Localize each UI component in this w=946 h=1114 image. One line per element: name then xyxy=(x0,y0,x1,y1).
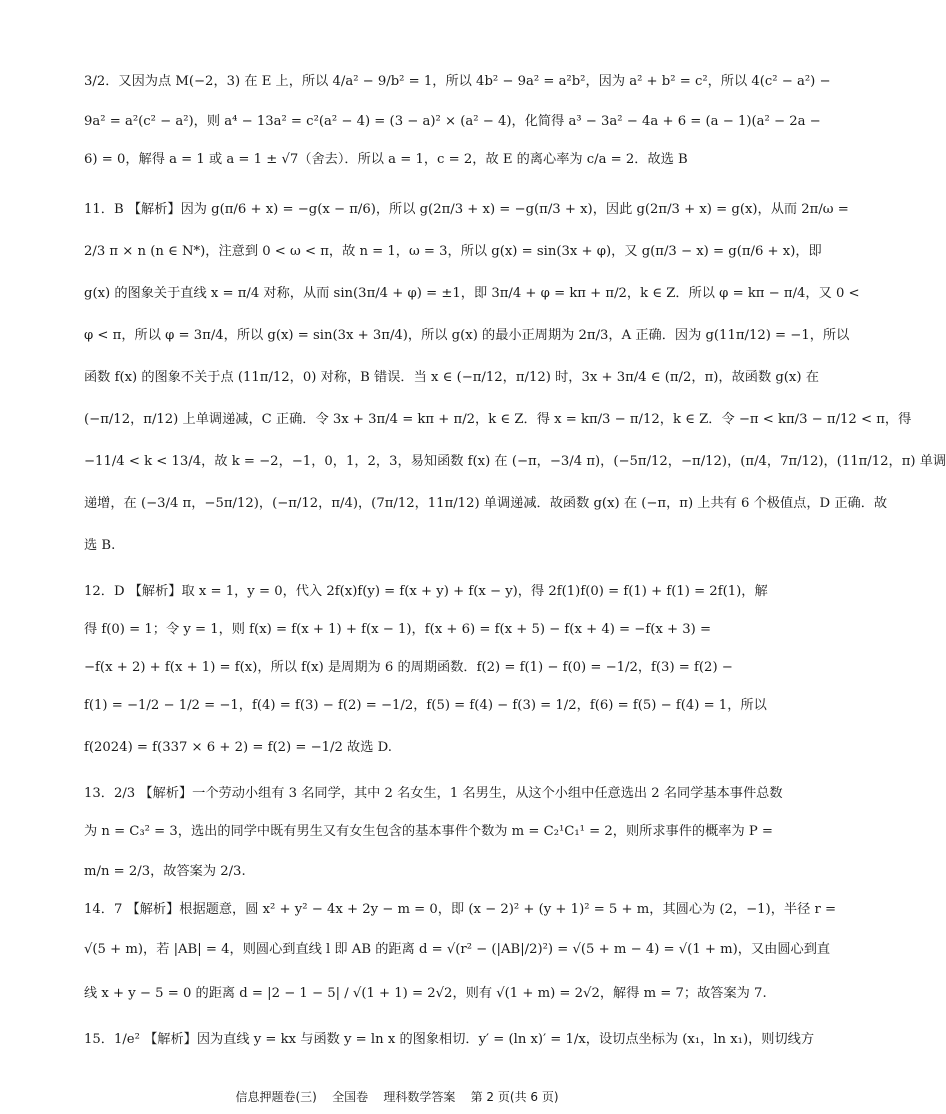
solution-line-p11-8: 递增，在 (−3/4 π，−5π/12)，(−π/12，π/4)，(7π/12，11π/12) 单调递减．故函数 g(x) 在 (−π，π) 上共有 6 个极值点，D 正确．故 xyxy=(84,496,888,511)
solution-line-p11-5: 函数 f(x) 的图象不关于点 (11π/12，0) 对称，B 错误．当 x ∈ (−π/12，π/12) 时，3x + 3π/4 ∈ (π/2，π)，故函数 g(x) 在 xyxy=(84,370,819,385)
solution-line-p12-4: f(1) = −1/2 − 1/2 = −1，f(4) = f(3) − f(2) = −1/2，f(5) = f(4) − f(3) = 1/2，f(6) = f(5) − f(4) = 1，所以 xyxy=(84,698,767,713)
page-footer: 信息押题卷(三) 全国卷 理科数学答案 第 2 页(共 6 页) xyxy=(235,1090,559,1104)
solution-line-p11-3: g(x) 的图象关于直线 x = π/4 对称，从而 sin(3π/4 + φ) = ±1，即 3π/4 + φ = kπ + π/2，k ∈ Z．所以 φ = kπ − π/4，又 0 < xyxy=(84,286,860,301)
solution-line-p11-7: −11/4 < k < 13/4，故 k = −2，−1，0，1，2，3，易知函数 f(x) 在 (−π，−3/4 π)，(−5π/12，−π/12)，(π/4，7π/12)，(11π/12，π) 单调 xyxy=(84,454,946,469)
solution-line-p12-1: 12．D 【解析】取 x = 1，y = 0，代入 2f(x)f(y) = f(x + y) + f(x − y)，得 2f(1)f(0) = f(1) + f(1) = 2f(1)，解 xyxy=(84,584,768,599)
solution-line-p12-2: 得 f(0) = 1；令 y = 1，则 f(x) = f(x + 1) + f(x − 1)，f(x + 6) = f(x + 5) − f(x + 4) = −f(x + 3) = xyxy=(84,622,712,637)
solution-line-p11-4: φ < π，所以 φ = 3π/4，所以 g(x) = sin(3x + 3π/4)，所以 g(x) 的最小正周期为 2π/3，A 正确．因为 g(11π/12) = −1，所以 xyxy=(84,328,850,343)
solution-line-p13-3: m/n = 2/3，故答案为 2/3. xyxy=(84,864,246,879)
solution-line-p13-1: 13．2/3 【解析】一个劳动小组有 3 名同学，其中 2 名女生，1 名男生，从这个小组中任意选出 2 名同学基本事件总数 xyxy=(84,786,783,801)
solution-line-p14-2: √(5 + m)，若 |AB| = 4，则圆心到直线 l 即 AB 的距离 d = √(r² − (|AB|/2)²) = √(5 + m − 4) = √(1 + m)，又由圆心到直 xyxy=(84,942,831,957)
solution-line-p10-1: 3/2．又因为点 M(−2，3) 在 E 上，所以 4/a² − 9/b² = 1，所以 4b² − 9a² = a²b²，因为 a² + b² = c²，所以 4(c² − a²) − xyxy=(84,74,831,89)
solution-line-p13-2: 为 n = C₃² = 3，选出的同学中既有男生又有女生包含的基本事件个数为 m = C₂¹C₁¹ = 2，则所求事件的概率为 P = xyxy=(84,824,773,839)
solution-line-p12-5: f(2024) = f(337 × 6 + 2) = f(2) = −1/2 故选 D. xyxy=(84,740,392,755)
solution-line-p11-1: 11．B 【解析】因为 g(π/6 + x) = −g(x − π/6)，所以 g(2π/3 + x) = −g(π/3 + x)，因此 g(2π/3 + x) = g(x)，从而 2π/ω = xyxy=(84,202,849,217)
solution-line-p14-3: 线 x + y − 5 = 0 的距离 d = |2 − 1 − 5| / √(1 + 1) = 2√2，则有 √(1 + m) = 2√2，解得 m = 7；故答案为 7. xyxy=(84,986,767,1001)
solution-line-p11-2: 2/3 π × n (n ∈ N*)，注意到 0 < ω < π，故 n = 1，ω = 3，所以 g(x) = sin(3x + φ)，又 g(π/3 − x) = g(π/6 + x)，即 xyxy=(84,244,822,259)
solution-line-p10-2: 9a² = a²(c² − a²)，则 a⁴ − 13a² = c²(a² − 4) = (3 − a)² × (a² − 4)，化简得 a³ − 3a² − 4a + 6 = (a − 1)(a² − 2a − xyxy=(84,114,821,129)
solution-line-p14-1: 14．7 【解析】根据题意，圆 x² + y² − 4x + 2y − m = 0，即 (x − 2)² + (y + 1)² = 5 + m，其圆心为 (2，−1)，半径 r = xyxy=(84,902,836,917)
solution-line-p15-1: 15．1/e² 【解析】因为直线 y = kx 与函数 y = ln x 的图象相切．y′ = (ln x)′ = 1/x，设切点坐标为 (x₁，ln x₁)，则切线方 xyxy=(84,1032,815,1047)
solution-line-p12-3: −f(x + 2) + f(x + 1) = f(x)，所以 f(x) 是周期为 6 的周期函数．f(2) = f(1) − f(0) = −1/2，f(3) = f(2) − xyxy=(84,660,733,675)
solution-line-p10-3: 6) = 0，解得 a = 1 或 a = 1 ± √7（舍去）．所以 a = 1，c = 2，故 E 的离心率为 c/a = 2．故选 B xyxy=(84,152,688,167)
solution-line-p11-6: (−π/12，π/12) 上单调递减，C 正确．令 3x + 3π/4 = kπ + π/2，k ∈ Z．得 x = kπ/3 − π/12，k ∈ Z．令 −π < kπ/3 − π/12 < π，得 xyxy=(84,412,912,427)
solution-line-p11-9: 选 B. xyxy=(84,538,116,553)
